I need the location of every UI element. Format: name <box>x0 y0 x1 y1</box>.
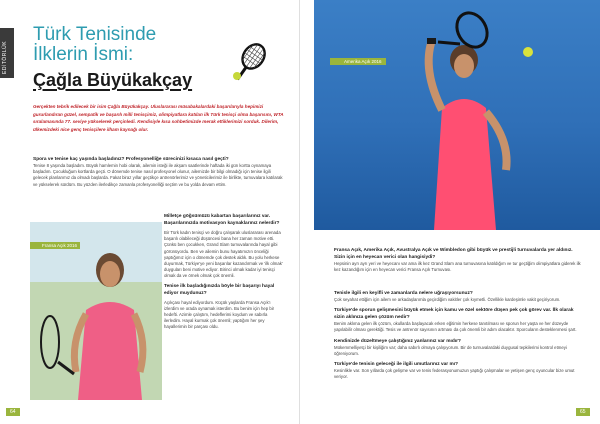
answer-1: Tenise 8 yaşında başladım. Büyük hamlemin hobi olarak, ailemin isteği ile akşam saatlerinde haftada iki gün kortta oynamaya başladım. Çocukluğum kortlarda geçti. O dönemde tenise nasıl profesyonel olunur, ailemizde bir bilgi olmadığı için tenise ilgili gelecek planlarımız da olmadı başlarda. Fakat biraz yıllar geçtikçe antrenörlerimiz ve yöneticilerimiz ile birlikte, turnuvalara katılarak ve yükselerek sürdüm. Bu yüzden ilerledikçe zamanla profesyonelliği seçtim ve bu yolda devam ettim. <box>33 163 283 187</box>
intro-paragraph: Gerçekten tebrik edilecek bir isim Çağla Büyükakçay. Uluslararası müsabakalardaki başarılarıyla hepimizi gururlandıran güzel, sempatik ve başarılı milli tenisçimiz, olimpiyatlara katılan ilk Türk tenisçi olma başarısını, WTA sıralamasında 77. seviye yükselerek perçinledi. Kendisiyle kısa sohbetimizde merak ettiklerimizi sorduk. Dilerim, ülkemizdeki nice genç tenisçilere ilham kaynağı olur. <box>33 104 284 132</box>
right-intro-answer: Hepsinin ayrı ayrı yeri ve heyecanı var ama ilk kez Grand Slam ana turnuvasına katıldığım ve tur geçtiğim olimpiyatlara giderek ilk kez kazandığım için en heyecan verici Fransa Açık Turnuvası. <box>334 261 581 273</box>
page-number-right: 65 <box>576 408 590 416</box>
qa-item <box>334 361 584 380</box>
answer-2: Bir Türk kadın tenisçi ve doğru çalışarak uluslararası arenada başarılı olabileceği düşüncesi bana her zaman motive etti. Çünkü ben çocukken, Grand Slam turnuvalarında hayal gibi görünüyordu. Ben ve ailemin bunu hayatımızın önceliği yaptığımız için o dönemde çok destek aldık. Bu yolu herkese duyurmak, Türkiye'ye yeni başarılar kazandırmak ve 'ilk olmak' duyguları beni motive ediyor. Birinci olmak kadar iyi tenisçi olmak da ve örnek olmak çok önemli. <box>164 230 283 279</box>
right-intro-question: Fransa Açık, Amerika Açık, Avustralya Açık ve Wimbledon gibi büyük ve prestijli turnuvalarda yer aldınız. Sizin için en heyecan verici olan hangisiydi? <box>334 248 573 260</box>
title-line-2: İlklerin İsmi: <box>33 44 134 65</box>
page-number-left: 64 <box>6 408 20 416</box>
answer-3: Açıkçası hayal ediyordum. Küçük yaşlarda Fransa Açık'ı izlerdim ve orada oynamak isterdim. Bu benim için hep bir hedefti. Azimle çalıştım, hedeflerimi koydum ve sabırla ilerledim. Hayal kurmak çok önemli; yaptığım her şey hayallerimin bir parçası oldu. <box>164 299 275 330</box>
right-page <box>300 0 600 424</box>
player-action-illustration <box>314 0 600 230</box>
qa-answer: Kesinlikle var. Son yıllarda çok gelişme var ve tenis federasyonumuzun yaptığı çalışmalar ve yetişen genç oyuncular bize umut veriyor. <box>334 368 575 380</box>
section-tab-label: EDİTÖRLÜK <box>2 40 8 74</box>
section-tab <box>0 28 14 78</box>
question-1: Spora ve tenise kaç yaşında başladınız? Profesyonelliğe sürecinizi kısaca nasıl geçti? <box>33 157 229 162</box>
qa-block-1 <box>33 156 285 188</box>
title-line-1: Türk Tenisinde <box>33 24 157 45</box>
qa-item <box>334 338 584 357</box>
question-3: Tenise ilk başladığınızda böyle bir başarıyı hayal ediyor muydunuz? <box>164 283 275 296</box>
right-qa-list <box>334 286 584 380</box>
qa-question: Türkiye'de tenisin geleceği ile ilgili umutlarınız var mı? <box>334 362 459 368</box>
player-photo-left <box>30 222 162 400</box>
qa-item <box>334 290 584 303</box>
player-photo-right <box>314 0 600 230</box>
qa-item <box>334 307 584 333</box>
photo-caption-right: Amerika Açık 2016 <box>330 58 386 65</box>
qa-answer: Mükemmelliyetçi bir kişiliğim var; daha sabırlı olmaya çalışıyorum. Bir de turnuvalardaki duygusal tepkilerimi kontrol etmeyi öğreniyorum. <box>334 344 567 356</box>
qa-question: Kendinizde düzeltmeye çalıştığınız yanlarınız var mıdır? <box>334 338 461 344</box>
photo-caption-left: Fransa Açık 2016 <box>30 242 80 249</box>
right-intro-block <box>334 247 584 273</box>
tennis-racket-icon <box>228 40 270 86</box>
qa-answer: Benim aklıma gelen ilk çözüm, okullarda başlayacak erken eğitimin herkese tanıtılması ve sporun her yaşta ve her düzeyde yapılabilir olması gerektiği. Tesis ve antrenör sayısının artması da çok önemli bir adım olacaktır. Sporcuların desteklenmesi şart. <box>334 321 577 333</box>
left-column-2 <box>164 213 284 334</box>
qa-question: Türkiye'de sporun gelişmesini büyük etmek için kamu ve özel sektöre düşen pek çok görev var. İlk olarak sizin aklınıza gelen çözüm nedir? <box>334 308 574 321</box>
question-2: Milletçe göğsümüzü kabartan başarılarınız var. Başarılarınızda motivasyon kaynaklarınız nelerdir? <box>164 214 280 226</box>
qa-answer: Çok seyahat ettiğim için ailem ve arkadaşlarımla geçirdiğim vakitler çok kıymetli. Özellikle kardeşimle vakit geçiriyorum. <box>334 297 561 302</box>
title-name: Çağla Büyükakçay <box>33 70 193 90</box>
qa-question: Tenisle ilgili en keyifli ve zamanlarda nelere uğraşıyorsunuz? <box>334 291 473 296</box>
